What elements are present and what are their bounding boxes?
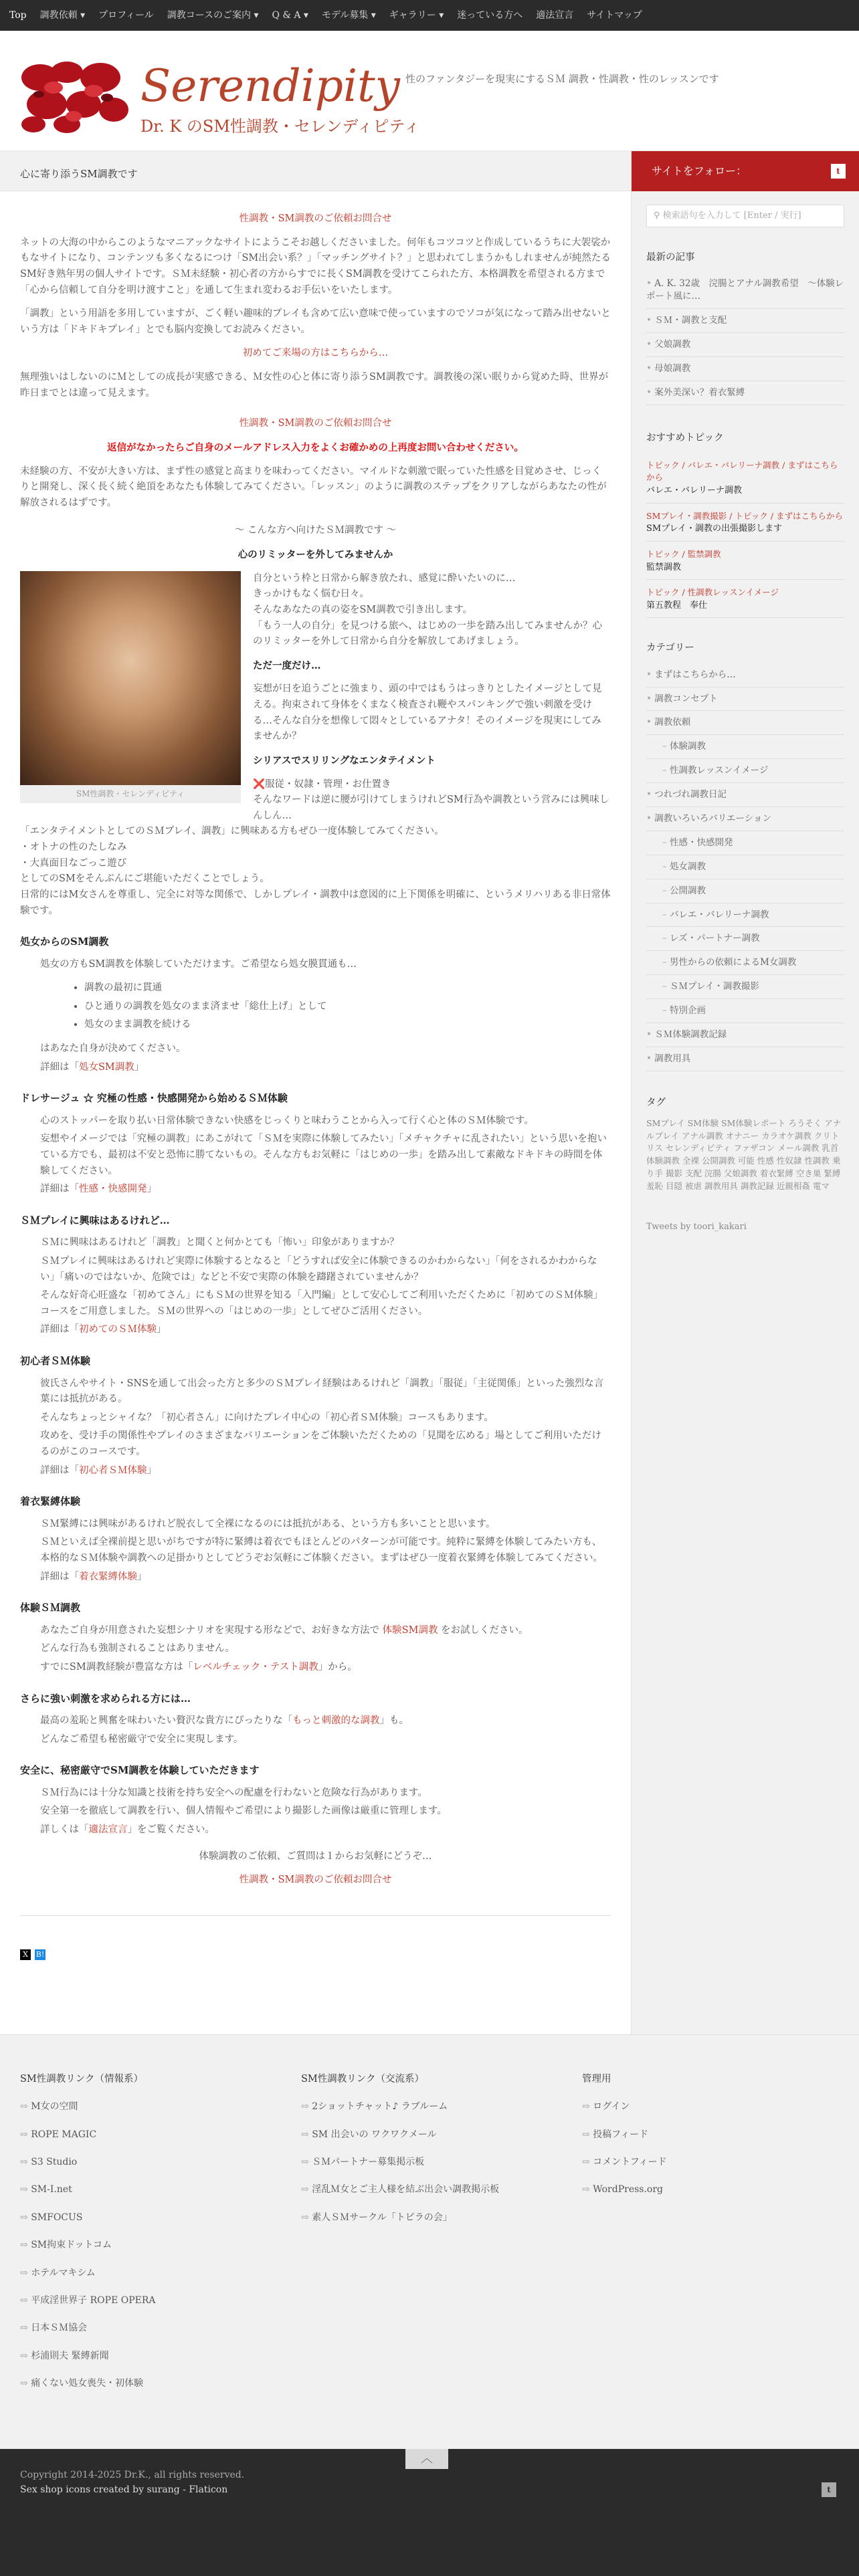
topic-category[interactable]: トピック / バレエ・バレリーナ調教 / まずはこちらから: [646, 459, 838, 483]
topic-title[interactable]: 第五教程 奉仕: [646, 600, 708, 611]
recent-post-link[interactable]: • 父娘調教: [646, 333, 844, 357]
footer-link[interactable]: ⇨ WordPress.org: [582, 2182, 667, 2197]
limiter-line-1: 自分という枠と日常から解き放たれ、感覚に酔いたいのに…: [253, 572, 516, 584]
inquiry-link-bottom[interactable]: 性調教・SM調教のご依頼お問合せ: [239, 1874, 392, 1886]
footer-link[interactable]: ⇨ ROPE MAGIC: [20, 2127, 156, 2142]
twitter-follow-icon[interactable]: t: [831, 164, 846, 179]
dressage-course-link[interactable]: 性感・快感開発: [79, 1184, 147, 1195]
category-link[interactable]: • 調教コンセプト: [646, 687, 844, 712]
article-body: [0, 191, 631, 1949]
featured-photo: [20, 571, 241, 785]
nav-item[interactable]: プロフィール: [98, 9, 154, 21]
category-link[interactable]: – 特別企画: [646, 999, 844, 1023]
virgin-text-2: はあなた自身が決めてください。: [40, 1043, 186, 1055]
trial-text-1: あなたご自身が用意された妄想シナリオを実現する形などで、お好きな方法で 体験SM調教 をお試しください。: [40, 1624, 529, 1636]
topic-category[interactable]: SMプレイ・調教撮影 / トピック / まずはこちらから: [646, 510, 844, 521]
heading-safety: 安全に、秘密厳守でSM調教を体験していただきます: [20, 1764, 260, 1777]
categories-heading: カテゴリー: [646, 643, 694, 654]
legal-declaration-link[interactable]: 適法宣言: [88, 1824, 128, 1835]
dressage-text-1: 心のストッパーを取り払い日常体験できない快感をじっくりと味わうことから入って行く心と体のＳＭ体験です。: [40, 1115, 534, 1126]
inquiry-link-middle[interactable]: 性調教・SM調教のご依頼お問合せ: [239, 418, 392, 429]
site-title[interactable]: Serendipity: [140, 60, 400, 112]
play-text-2: ＳＭプレイに興味はあるけれど実際に体験するとなると「どうすれば安全に体験できるのかわからない」「何をされるかわからない」「痛いのではないか、危険では」などと不安で実際の体験を躊躇されていませんか？: [40, 1255, 597, 1283]
topic-item[interactable]: [646, 504, 844, 542]
virgin-course-link[interactable]: 処女SM調教: [79, 1061, 134, 1073]
intro-paragraph: ネットの大海の中からこのようなマニアックなサイトにようこそお越しくださいました。何年もコツコツと作成しているうちに大袈裟かもなサイトになり、コンテンツも多くなるにつけ「SM出会い系？」「マッチングサイト？」と思われてしまうかもしれませんが純然たるSM好き熟年男の個人サイトです。ＳＭ未経験・初心者の方からすでに長くSM調教を受けてこられた方、本格調教を希望される方まで「心から信頼して自分を明け渡すこと」を通して生まれ変わるお手伝いをいたします。: [20, 237, 611, 296]
divider: [20, 1915, 611, 1916]
limiter-line-2: きっかけもなく悩む日々。: [253, 588, 369, 600]
entertainment-line-3: 「エンタテイメントとしてのＳＭプレイ、調教」に興味ある方もぜひ一度体験してみてください。: [20, 826, 444, 837]
clothed-bondage-link[interactable]: 着衣緊縛体験: [79, 1571, 137, 1582]
subheading-once: ただ一度だけ…: [253, 659, 321, 671]
recent-posts-list: [646, 272, 844, 405]
dressage-text-2: 妄想やイメージでは「究極の調教」にあこがれて「ＳＭを実際に体験してみたい」「メチャクチャに乱されたい」という思いを抱いている方でも、最初は不安と恐怖に勝てないもの。そんな方もお気軽に「はじめの一歩」を踏み出して素敵なドキドキの時間を体験してください。: [40, 1134, 607, 1176]
bondage-detail: 詳細は「着衣緊縛体験」: [40, 1571, 147, 1582]
heading-stronger: さらに強い刺激を求められる方には…: [20, 1692, 191, 1705]
closing-text: 体験調教のご依頼、ご質問は１からお気軽にどうぞ…: [199, 1850, 432, 1862]
play-text-3: そんな好奇心旺盛な「初めてさん」にもＳＭの世界を知る「入門編」として安心してご利用いただくために「初めてのＳＭ体験」コースをご用意しました。ＳＭの世界への「はじめの一歩」としてぜひご活用ください。: [40, 1290, 603, 1317]
sidebar: [631, 151, 859, 2034]
topic-title[interactable]: バレエ・バレリーナ調教: [646, 486, 743, 496]
category-link[interactable]: • つれづれ調教日記: [646, 783, 844, 807]
entertainment-line-1: ❌服従・奴隷・管理・お仕置き: [253, 778, 391, 790]
virgin-detail: 詳細は「処女SM調教」: [40, 1061, 145, 1073]
heading-trial: 体験ＳＭ調教: [20, 1602, 81, 1614]
footer-link[interactable]: ⇨ 平成淫世界子 ROPE OPERA: [20, 2293, 156, 2308]
footer-link[interactable]: ⇨ SM-I.net: [20, 2182, 156, 2197]
inquiry-link-top[interactable]: 性調教・SM調教のご依頼お問合せ: [239, 213, 392, 224]
stronger-text-1: 最高の羞恥と興奮を味わいたい贅沢な貴方にぴったりな「もっと刺激的な調教」も。: [40, 1715, 409, 1726]
category-link[interactable]: • 調教依頼: [646, 711, 844, 735]
trial-course-link[interactable]: 体験SM調教: [382, 1624, 438, 1636]
footer-link[interactable]: ⇨ ホテルマキシム: [20, 2266, 156, 2280]
beginner-paragraph: 未経験の方、不安が大きい方は、まず性の感覚と高まりを味わってください。マイルドな刺激で眠っていた性感を目覚めさせ、じっくりと開発し、深く長く続く絶頂をあなたも体験してみてください。「レッスン」のように調教のステップをクリアしながらあなたの性が解放されるはずです。: [20, 465, 607, 508]
beginner-course-link[interactable]: 初心者ＳＭ体験: [79, 1465, 147, 1476]
footer-link[interactable]: ⇨ 日本ＳＭ協会: [20, 2321, 156, 2335]
footer-link[interactable]: ⇨ M女の空間: [20, 2099, 156, 2114]
safety-text-1: ＳＭ行為には十分な知識と技術を持ち安全への配慮を行わないと危険な行為があります。: [40, 1787, 427, 1798]
nav-item[interactable]: 迷っている方へ: [457, 9, 523, 21]
recommended-topics: [646, 453, 844, 619]
category-link[interactable]: – 公開調教: [646, 879, 844, 903]
entertainment-line-5: ・大真面目なごっこ遊び: [20, 857, 127, 869]
recent-post-link[interactable]: • 母娘調教: [646, 357, 844, 381]
category-link[interactable]: • 調教いろいろバリエーション: [646, 807, 844, 831]
topic-item[interactable]: [646, 453, 844, 504]
entertainment-line-2: そんなワードは逆に腰が引けてしまうけれどSM行為や調教という営みには興味しんしん…: [253, 794, 609, 821]
virgin-options: [40, 980, 611, 1033]
topics-heading: おすすめトピック: [646, 432, 724, 443]
x-share-icon[interactable]: X: [20, 1949, 31, 1960]
site-header: [0, 31, 859, 151]
footer-link[interactable]: ⇨ 杉浦則夫 緊縛新聞: [20, 2349, 156, 2363]
site-tagline: 性のファンタジーを現実にするＳＭ 調教・性調教・性のレッスンです: [405, 73, 719, 85]
category-link[interactable]: • まずはこちらから…: [646, 663, 844, 687]
nav-item[interactable]: Q & A ▾: [272, 9, 308, 21]
site-logo[interactable]: [140, 60, 420, 139]
heading-clothed-bondage: 着衣緊縛体験: [20, 1495, 81, 1508]
featured-figure: [20, 571, 241, 804]
nav-item[interactable]: 調教コースのご案内 ▾: [167, 9, 259, 21]
topic-category[interactable]: トピック / 性調教レッスンイメージ: [646, 587, 779, 598]
tags-heading: タグ: [646, 1097, 666, 1108]
recent-post-link[interactable]: • ＳＭ・調教と支配: [646, 309, 844, 333]
category-link[interactable]: – レズ・パートナー調教: [646, 927, 844, 951]
footer-link[interactable]: ⇨ ＳＭパートナー募集掲示板: [301, 2155, 499, 2169]
share-buttons: [20, 1949, 631, 1960]
category-link[interactable]: – 処女調教: [646, 855, 844, 879]
page-title: 心に寄り添うSM調教です: [0, 151, 631, 191]
beginner-text-1: 彼氏さんやサイト・SNSを通して出会った方と多少のＳＭプレイ経験はあるけれど「調教」「服従」「主従関係」といった強烈な言葉には抵抗がある。: [40, 1378, 604, 1405]
heading-beginner: 初心者ＳＭ体験: [20, 1355, 91, 1368]
footer-link[interactable]: ⇨ ログイン: [582, 2099, 667, 2114]
bondage-text-1: ＳＭ緊縛には興味があるけれど脱衣して全裸になるのには抵抗がある、という方も多いことと思います。: [40, 1518, 496, 1529]
follow-label: サイトをフォロー：: [652, 165, 747, 178]
copyright: [20, 2468, 244, 2498]
safety-text-3: 詳しくは「適法宣言」をご覧ください。: [40, 1824, 215, 1835]
entertainment-line-6: としてのSMをそんぶんにご堪能いただくことでしょう。: [20, 873, 270, 885]
footer-link[interactable]: ⇨ 投稿フィード: [582, 2127, 667, 2142]
heading-dressage: ドレサージュ ☆ 究極の性感・快感開発から始めるＳＭ体験: [20, 1092, 288, 1105]
intense-course-link[interactable]: もっと刺激的な調教: [292, 1715, 380, 1726]
entertainment-line-7: 日常的にはM女さんを尊重し、完全に対等な関係で、しかしプレイ・調教中は意図的に上下関係を明確に、というメリハリある非日常体験です。: [20, 889, 611, 916]
footer-link[interactable]: ⇨ SMFOCUS: [20, 2210, 156, 2225]
level-check-link[interactable]: レベルチェック・テスト調教: [193, 1661, 318, 1673]
footer-link[interactable]: ⇨ 淫乱Ｍ女とご主人様を結ぶ出会い調教掲示板: [301, 2182, 499, 2197]
back-to-top-button[interactable]: ︿: [405, 2449, 448, 2469]
bondage-text-2: ＳＭといえば全裸前提と思いがちですが特に緊縛は着衣でもほとんどのパターンが可能です。純粋に緊縛を体験してみたい方も、本格的なＳＭ体験や調教への足掛かりとしてどうぞお気軽にご体験ください。まずはぜひ一度着衣緊縛を体験してみてください。: [40, 1537, 603, 1564]
nav-item[interactable]: 調教依頼 ▾: [39, 9, 86, 21]
first-visit-link[interactable]: 初めてご来場の方はこちらから…: [242, 348, 389, 359]
list-item: • ひと通りの調教を処女のまま済ませ「総仕上げ」として: [84, 999, 611, 1015]
first-sm-link[interactable]: 初めてのＳＭ体験: [79, 1324, 157, 1335]
footer-widgets: [0, 2034, 859, 2449]
beginner-text-3: 攻めを、受け手の関係性やプレイのさまざまなバリエーションをご体験いただくための「見聞を広める」場としてご利用いただけるのがこのコースです。: [40, 1430, 601, 1457]
category-link[interactable]: – ＳＭプレイ・調教撮影: [646, 975, 844, 999]
recent-post-link[interactable]: • A. K. 32歳 浣腸とアナル調教希望 〜体験レポート風に…: [646, 272, 844, 309]
twitter-icon[interactable]: t: [822, 2482, 836, 2497]
nav-item[interactable]: ギャラリー ▾: [389, 9, 444, 21]
category-link[interactable]: • 調教用具: [646, 1047, 844, 1071]
topic-title[interactable]: SMプレイ・調教の出張撮影します: [646, 524, 783, 534]
footer-link[interactable]: ⇨ コメントフィード: [582, 2155, 667, 2169]
fantasy-paragraph: 妄想が日を追うごとに強まり、頭の中ではもうはっきりとしたイメージとして見える。拘束されて身体をくまなく検査され鞭やスパンキングで強い刺激を受ける…そんな自分を想像して悶々としているアナタ！そのイメージを現実にしてみませんか？: [253, 683, 602, 742]
category-link[interactable]: – 体験調教: [646, 735, 844, 759]
heading-virgin: 処女からのSM調教: [20, 936, 109, 948]
play-text-1: ＳＭに興味はあるけれど「調教」と聞くと何かとても「怖い」印象がありますか？: [40, 1237, 399, 1249]
recent-posts-heading: 最新の記事: [646, 252, 695, 263]
tweets-link[interactable]: Tweets by toori_kakari: [646, 1222, 747, 1232]
topic-title[interactable]: 監禁調教: [646, 562, 682, 572]
stronger-text-2: どんなご希望も秘密厳守で安全に実現します。: [40, 1733, 244, 1745]
main-content: [0, 151, 631, 2034]
tag-cloud[interactable]: SMプレイ SM体験 SM体験レポート ろうそく アナルプレイ アナル調教 オナニー カラオケ調教 クリトリス セレンディピティ ファザコン メール調教 乳首 体験調教 全裸 公開調教 可能 性感 性奴隷 性調教 乗り手 撮影 支配 浣腸 父娘調教 着衣緊縛 空き巣 緊縛 羞恥 目隠 被虐 調教用具 調教記録 近親相姦 電マ: [646, 1117, 842, 1191]
note-paragraph: 「調教」という用語を多用していますが、ごく軽い趣味的プレイも含めて広い意味で使っていますのでソコが気になって踏み出せないという方は「ドキドキプレイ」とでも脳内変換してお読みください。: [20, 308, 611, 335]
footer-heading: 管理用: [582, 2074, 611, 2084]
footer-heading: SM性調教リンク（交流系）: [301, 2074, 424, 2084]
email-warning: 返信がなかったらご自身のメールアドレス入力をよくお確かめの上再度お問い合わせください。: [107, 441, 524, 453]
concept-paragraph: 無理強いはしないのにＭとしての成長が実感できる、Ｍ女性の心と体に寄り添うSM調教です。調教後の深い眠りから覚めた時、世界が昨日までとは違って見えます。: [20, 372, 609, 399]
nav-item[interactable]: Top: [9, 9, 27, 21]
footer-link[interactable]: ⇨ SM 出会いの ワクワクメール: [301, 2127, 499, 2142]
trial-text-2: どんな行為も強制されることはありません。: [40, 1643, 235, 1654]
hatena-bookmark-icon[interactable]: B!: [35, 1949, 45, 1959]
nav-item[interactable]: サイトマップ: [587, 9, 642, 21]
search-icon: ⚲: [654, 210, 663, 221]
safety-text-2: 安全第一を徹底して調教を行い、個人情報やご希望により撮影した画像は厳重に管理します。: [40, 1806, 447, 1817]
follow-bar: [632, 151, 859, 191]
footer-link[interactable]: ⇨ S3 Studio: [20, 2155, 156, 2169]
category-link[interactable]: – 性感・快感開発: [646, 831, 844, 855]
footer-link[interactable]: ⇨ SM拘束ドットコム: [20, 2238, 156, 2252]
play-detail: 詳細は「初めてのＳＭ体験」: [40, 1324, 167, 1335]
subheading-entertainment: シリアスでスリリングなエンタテイメント: [253, 754, 436, 766]
copyright-text: Copyright 2014-2025 Dr.K., all rights reserved.: [20, 2470, 245, 2480]
footer-link[interactable]: ⇨ 素人ＳＭサークル「トビラの会」: [301, 2210, 499, 2225]
heading-play: ＳＭプレイに興味はあるけれど…: [20, 1214, 170, 1226]
recent-post-link[interactable]: • 案外美深い？着衣緊縛: [646, 381, 844, 405]
nav-item[interactable]: 適法宣言: [536, 9, 574, 21]
search-input[interactable]: ⚲ 検索語句を入力して [Enter / 実行]: [646, 205, 844, 227]
section-heading-limiter: 心のリミッターを外してみませんか: [237, 549, 393, 560]
category-link[interactable]: – バレエ・バレリーナ調教: [646, 903, 844, 928]
rose-petals-image: [20, 58, 130, 134]
trial-text-3: すでにSM調教経験が豊富な方は「レベルチェック・テスト調教」から。: [40, 1661, 357, 1673]
footer-col-admin: [582, 2072, 667, 2210]
nav-item[interactable]: モデル募集 ▾: [321, 9, 376, 21]
category-link[interactable]: • ＳＭ体験調教記録: [646, 1023, 844, 1047]
category-link[interactable]: – 性調教レッスンイメージ: [646, 759, 844, 783]
footer-link[interactable]: ⇨ 2ショットチャット♪ ラブルーム: [301, 2099, 499, 2114]
site-subtitle: Dr. K のSM性調教・セレンディピティ: [140, 117, 420, 136]
footer-link[interactable]: ⇨ 痛くない処女喪失・初体験: [20, 2376, 156, 2391]
categories-list: [646, 663, 844, 1071]
footer-col-social: [301, 2072, 499, 2238]
footer-heading: SM性調教リンク（情報系）: [20, 2074, 143, 2084]
limiter-line-4: 「もう一人の自分」を見つける旅へ、はじめの一歩を踏み出してみませんか？心のリミッターを外して日常から自分を解放してあげましょう。: [253, 620, 602, 647]
beginner-detail: 詳細は「初心者ＳＭ体験」: [40, 1465, 157, 1476]
dressage-detail: 詳細は「性感・快感開発」: [40, 1184, 157, 1195]
top-navigation: [0, 0, 859, 31]
virgin-text-1: 処女の方もSM調教を体験していただけます。ご希望なら処女膜貫通も…: [40, 958, 357, 970]
topic-item[interactable]: [646, 580, 844, 618]
icon-credit-link[interactable]: Sex shop icons created by surang - Flaticon: [20, 2484, 228, 2496]
photo-caption: SM性調教・セレンディピティ: [20, 785, 241, 804]
category-link[interactable]: – 男性からの依頼によるM女調教: [646, 951, 844, 975]
beginner-text-2: そんなちょっとシャイな？「初心者さん」に向けたプレイ中心の「初心者ＳＭ体験」コースもあります。: [40, 1412, 494, 1423]
limiter-line-3: そんなあなたの真の姿をSM調教で引き出します。: [253, 604, 473, 615]
topic-category[interactable]: トピック / 監禁調教: [646, 548, 721, 559]
footer-col-info: [20, 2072, 156, 2403]
topic-item[interactable]: [646, 542, 844, 580]
list-item: • 調教の最初に貫通: [84, 980, 611, 996]
list-item: • 処女のまま調教を続ける: [84, 1017, 611, 1033]
entertainment-line-4: ・オトナの性のたしなみ: [20, 842, 127, 853]
section-heading-target: 〜 こんな方へ向けたＳＭ調教です 〜: [234, 525, 397, 536]
